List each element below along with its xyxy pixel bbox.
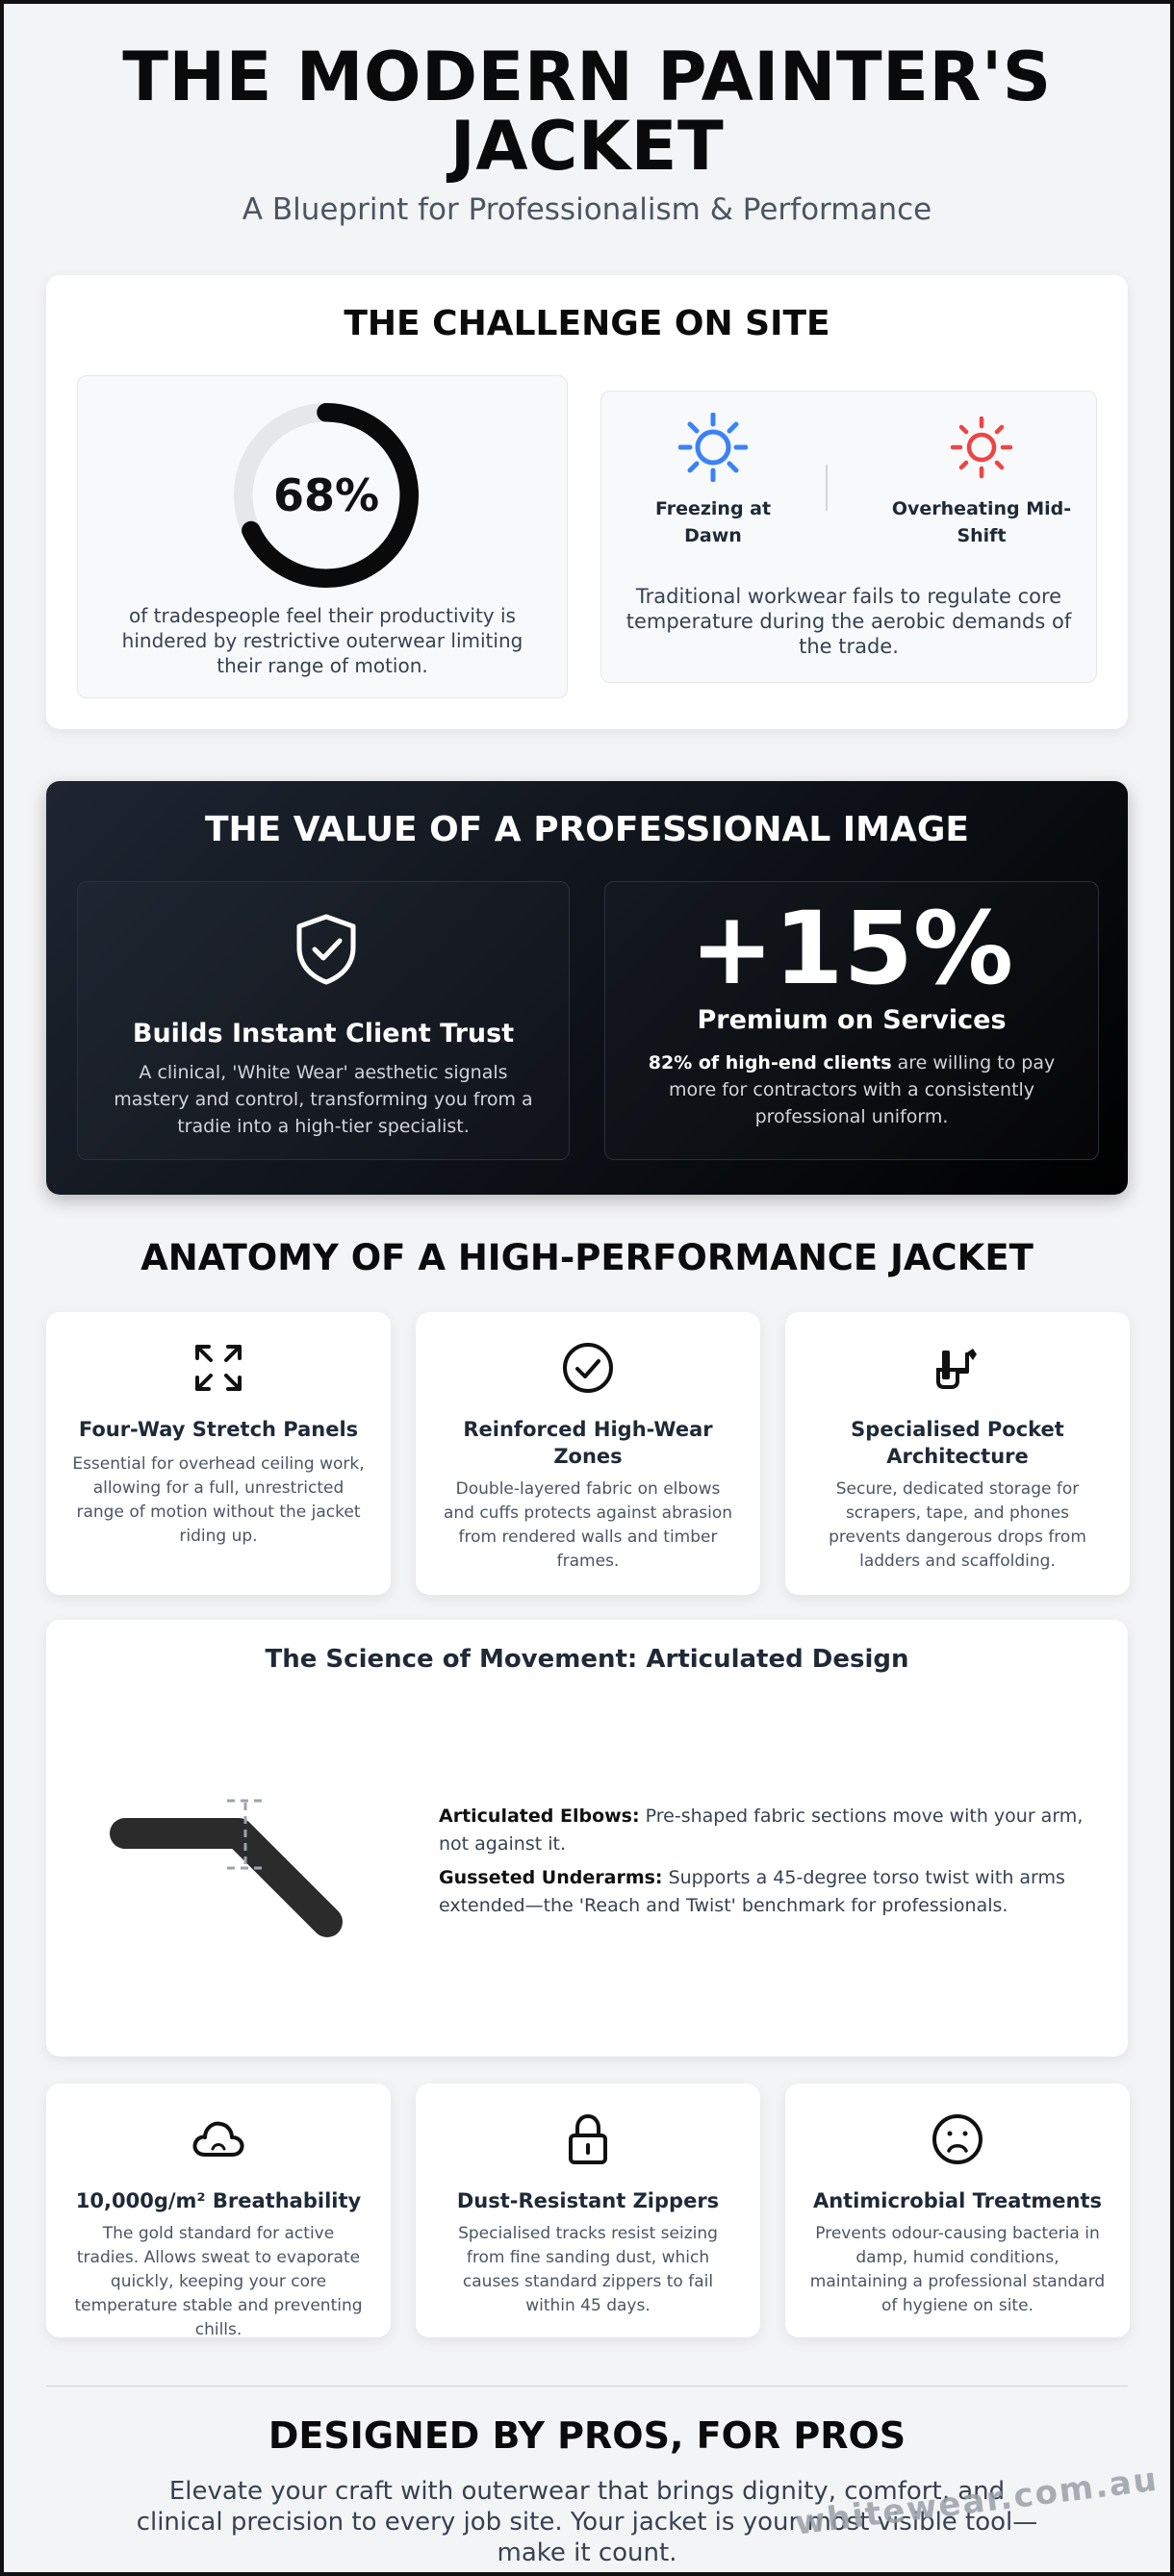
elbows-label: Articulated Elbows:	[439, 1806, 640, 1827]
pocket-tools-icon	[929, 1339, 986, 1397]
feature-card-antimicrobial	[785, 2084, 1130, 2337]
underarms-label: Gusseted Underarms:	[439, 1867, 663, 1888]
value-heading: THE VALUE OF A PROFESSIONAL IMAGE	[204, 810, 970, 849]
feature-body: The gold standard for active tradies. Allows sweat to evaporate quickly, keeping your core temperature stable and preventing chills.	[74, 2224, 363, 2339]
expand-arrows-icon	[190, 1339, 247, 1397]
feature-title: Specialised Pocket Architecture	[851, 1418, 1064, 1468]
footer-title: DESIGNED BY PROS, FOR PROS	[268, 2414, 906, 2457]
frown-face-icon	[929, 2110, 986, 2168]
cloud-icon	[190, 2110, 247, 2168]
elbows-text: Pre-shaped fabric sections move with your arm, not against it.	[439, 1806, 1084, 1855]
trust-title: Builds Instant Client Trust	[132, 1019, 515, 1048]
science-title: The Science of Movement: Articulated Design	[265, 1645, 909, 1674]
premium-body-rest: are willing to pay more for contractors with a consistently professional uniform.	[668, 1052, 1056, 1127]
feature-body: Double-layered fabric on elbows and cuffs protects against abrasion from rendered walls and timber frames.	[443, 1479, 733, 1571]
premium-body	[630, 1049, 1073, 1130]
science-text	[439, 1803, 1099, 1926]
feature-title: Antimicrobial Treatments	[812, 2189, 1103, 2212]
underarms-text: Supports a 45-degree torso twist with arms extended—the 'Reach and Twist' benchmark for professionals.	[439, 1867, 1065, 1916]
elbows-point	[439, 1803, 1099, 1858]
site-watermark: whitewear.com.au	[793, 2460, 1161, 2543]
lock-icon	[559, 2110, 617, 2168]
science-card	[46, 1620, 1128, 2057]
climate-card	[600, 391, 1097, 683]
productivity-stat-caption: of tradespeople feel their productivity is hindered by restrictive outerwear limiting their range of motion.	[121, 604, 523, 677]
underarms-point	[439, 1864, 1099, 1920]
challenge-section	[46, 275, 1128, 729]
climate-caption: Traditional workwear fails to regulate core temperature during the aerobic demands of the trade.	[625, 585, 1072, 658]
feature-card-pocket	[785, 1312, 1130, 1595]
productivity-stat-value: 68%	[272, 469, 380, 521]
cold-item	[626, 413, 800, 549]
anatomy-heading: ANATOMY OF A HIGH-PERFORMANCE JACKET	[140, 1237, 1034, 1278]
feature-card-stretch	[46, 1312, 391, 1595]
feature-body: Secure, dedicated storage for scrapers, tape, and phones prevents dangerous drops from ladders and scaffolding.	[829, 1479, 1086, 1571]
challenge-heading: THE CHALLENGE ON SITE	[344, 304, 830, 343]
premium-body-strong: 82% of high-end clients	[648, 1052, 892, 1073]
climate-divider	[826, 465, 828, 511]
check-circle-icon	[559, 1339, 617, 1397]
hot-item	[890, 413, 1073, 549]
premium-title: Premium on Services	[697, 1005, 1007, 1035]
premium-card	[604, 881, 1099, 1160]
productivity-stat-card	[77, 375, 568, 698]
feature-body: Prevents odour-causing bacteria in damp, humid conditions, maintaining a professional standard of hygiene on site.	[809, 2224, 1106, 2315]
feature-card-reinforced	[416, 1312, 760, 1595]
feature-body: Essential for overhead ceiling work, allowing for a full, unrestricted range of motion without the jacket riding up.	[72, 1454, 365, 1546]
value-section	[46, 781, 1128, 1195]
feature-title: Reinforced High-Wear Zones	[463, 1418, 713, 1468]
page-title: THE MODERN PAINTER'S JACKET	[122, 38, 1052, 186]
cold-label: Freezing at Dawn	[654, 498, 772, 546]
footer-divider	[46, 2386, 1128, 2387]
feature-card-breathability	[46, 2084, 391, 2337]
hot-label: Overheating Mid-Shift	[891, 498, 1072, 546]
trust-card	[77, 881, 570, 1160]
sun-icon-blue	[678, 413, 748, 482]
sun-icon-red	[947, 413, 1016, 482]
feature-title: Dust-Resistant Zippers	[456, 2189, 720, 2212]
feature-title: 10,000g/m² Breathability	[75, 2189, 362, 2212]
footer-body: Elevate your craft with outerwear that brings dignity, comfort, and clinical precision to every job site. Your jacket is your most visible tool—make it count.	[136, 2477, 1038, 2567]
shield-check-icon	[288, 911, 365, 988]
feature-card-zippers	[416, 2084, 760, 2337]
feature-body: Specialised tracks resist seizing from fine sanding dust, which causes standard zippers to fail within 45 days.	[458, 2224, 718, 2315]
articulated-arm-diagram	[104, 1791, 393, 1964]
page-subtitle: A Blueprint for Professionalism & Performance	[242, 192, 932, 227]
feature-title: Four-Way Stretch Panels	[78, 1418, 359, 1441]
trust-body: A clinical, 'White Wear' aesthetic signals mastery and control, transforming you from a tradie into a high-tier specialist.	[114, 1062, 533, 1137]
premium-stat: +15%	[689, 890, 1014, 1007]
